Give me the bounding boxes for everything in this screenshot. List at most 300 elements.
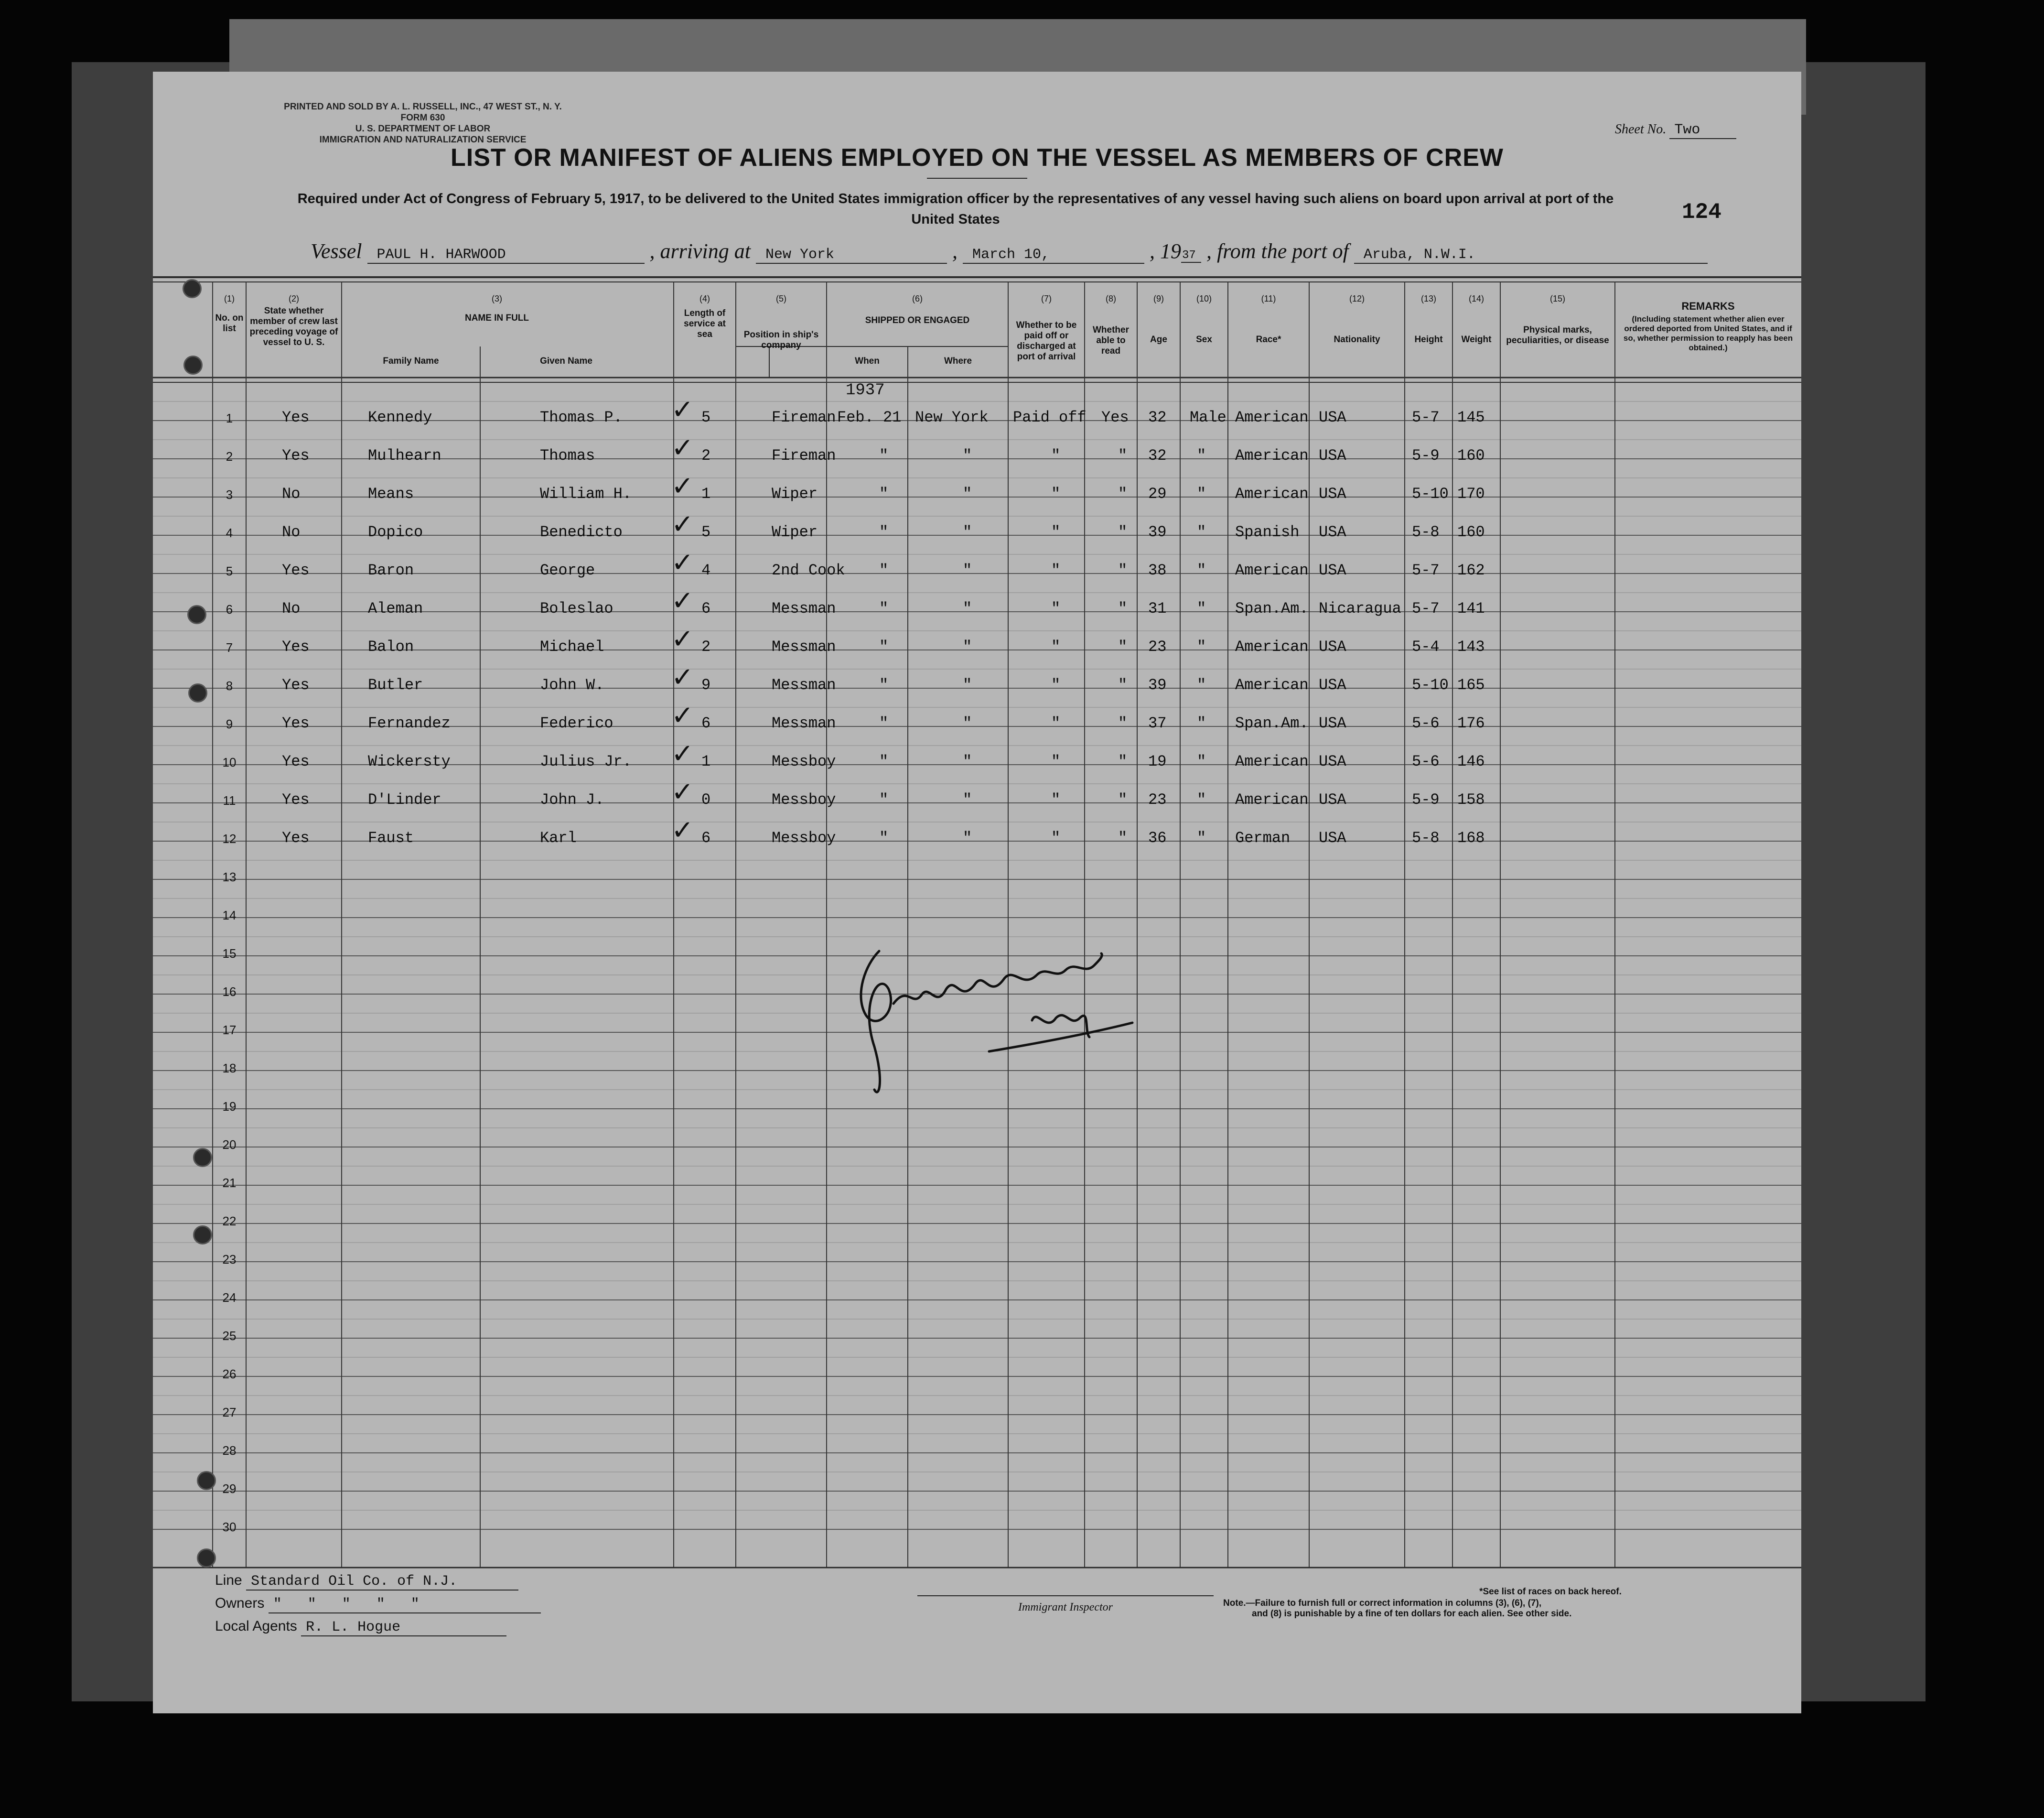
empty-row-number: 25	[222, 1329, 237, 1343]
check-mark: ✓	[671, 433, 694, 464]
cell-able-to-read: "	[1118, 676, 1128, 694]
cell-position: Wiper	[772, 523, 818, 541]
footnote-note-2: and (8) is punishable by a fine of ten dollars for each alien. See other side.	[1252, 1609, 1572, 1619]
punch-hole	[197, 1548, 216, 1568]
cell-able-to-read: "	[1118, 523, 1128, 541]
col-8-number: (8)	[1106, 294, 1116, 303]
cell-last-voyage: Yes	[282, 753, 310, 770]
cell-given-name: Boleslao	[540, 600, 613, 617]
cell-paid-off: "	[1051, 485, 1061, 503]
empty-row-number: 19	[222, 1099, 237, 1114]
cell-height: 5-7	[1412, 600, 1440, 617]
cell-race: American	[1235, 485, 1309, 503]
cell-given-name: George	[540, 562, 595, 579]
cell-family-name: Kennedy	[368, 409, 432, 426]
cell-age: 38	[1148, 562, 1167, 579]
cell-position: Wiper	[772, 485, 818, 503]
col-4-number: (4)	[699, 294, 710, 303]
cell-position: Messman	[772, 638, 836, 656]
cell-height: 5-7	[1412, 562, 1440, 579]
footnote-races: *See list of races on back hereof.	[1479, 1587, 1622, 1597]
row-number: 11	[223, 793, 236, 808]
cell-family-name: Balon	[368, 638, 414, 656]
cell-weight: 176	[1457, 714, 1485, 732]
check-mark: ✓	[671, 624, 694, 655]
col-15-header: Physical marks, peculiarities, or disease	[1506, 325, 1609, 346]
cell-family-name: Dopico	[368, 523, 423, 541]
col-9-header: Age	[1150, 335, 1167, 345]
col-15-number: (15)	[1549, 294, 1565, 303]
check-mark: ✓	[671, 547, 694, 578]
cell-weight: 168	[1457, 829, 1485, 847]
punch-hole	[193, 1148, 212, 1167]
cell-nationality: USA	[1319, 447, 1346, 465]
cell-race: Span.Am.	[1235, 600, 1309, 617]
cell-last-voyage: Yes	[282, 409, 310, 426]
cell-service: 1	[701, 485, 711, 503]
cell-position: Messboy	[772, 791, 836, 809]
cell-nationality: USA	[1319, 753, 1346, 770]
printer-line-3: U. S. DEPARTMENT OF LABOR	[355, 124, 491, 134]
cell-race: American	[1235, 676, 1309, 694]
empty-row-number: 28	[222, 1443, 237, 1458]
empty-row-number: 24	[222, 1290, 237, 1305]
empty-row-number: 22	[222, 1214, 237, 1228]
empty-row-number: 18	[222, 1061, 237, 1075]
page-number: 124	[1682, 200, 1721, 225]
col-1-number: (1)	[224, 294, 235, 303]
row-number: 7	[226, 640, 233, 655]
cell-shipped-when: "	[879, 714, 889, 732]
col-12-number: (12)	[1349, 294, 1365, 303]
row-number: 9	[226, 717, 233, 731]
row-number: 1	[226, 411, 233, 425]
cell-shipped-when: "	[879, 600, 889, 617]
cell-sex: "	[1197, 523, 1206, 541]
cell-position: Fireman	[772, 409, 836, 426]
inspector-line	[917, 1595, 1214, 1596]
cell-height: 5-6	[1412, 714, 1440, 732]
cell-shipped-when: "	[879, 638, 889, 656]
footer-line-label: Line	[215, 1572, 242, 1588]
page-title: LIST OR MANIFEST OF ALIENS EMPLOYED ON THE VESSEL AS MEMBERS OF CREW	[451, 144, 1504, 172]
cell-sex: Male	[1190, 409, 1226, 426]
cell-weight: 141	[1457, 600, 1485, 617]
inspector-signature	[846, 937, 1151, 1137]
cell-given-name: John J.	[540, 791, 604, 809]
cell-service: 1	[701, 753, 711, 770]
row-number: 5	[226, 564, 233, 578]
col-5-number: (5)	[776, 294, 786, 303]
cell-given-name: Federico	[540, 714, 613, 732]
empty-row-number: 30	[222, 1520, 237, 1534]
cell-given-name: Benedicto	[540, 523, 623, 541]
cell-family-name: Fernandez	[368, 714, 451, 732]
col-3-given-header: Given Name	[540, 356, 592, 366]
cell-family-name: Mulhearn	[368, 447, 441, 465]
cell-shipped-when: "	[879, 562, 889, 579]
cell-service: 6	[701, 714, 711, 732]
col-7-number: (7)	[1041, 294, 1052, 303]
cell-weight: 165	[1457, 676, 1485, 694]
cell-age: 32	[1148, 447, 1167, 465]
row-number: 3	[226, 487, 233, 502]
col-10-number: (10)	[1196, 294, 1212, 303]
col-1-header: No. on list	[215, 313, 244, 334]
empty-row-number: 27	[222, 1405, 237, 1419]
shipped-year: 1937	[846, 381, 885, 400]
punch-hole	[197, 1471, 216, 1490]
cell-shipped-where: "	[963, 523, 972, 541]
footer-agents-label: Local Agents	[215, 1618, 297, 1634]
cell-paid-off: "	[1051, 753, 1061, 770]
cell-position: Messboy	[772, 753, 836, 770]
cell-age: 39	[1148, 676, 1167, 694]
cell-position: Messboy	[772, 829, 836, 847]
check-mark: ✓	[671, 777, 694, 808]
empty-row-number: 29	[222, 1482, 237, 1496]
cell-nationality: USA	[1319, 829, 1346, 847]
cell-weight: 160	[1457, 523, 1485, 541]
cell-given-name: John W.	[540, 676, 604, 694]
cell-age: 36	[1148, 829, 1167, 847]
cell-nationality: USA	[1319, 676, 1346, 694]
cell-last-voyage: Yes	[282, 562, 310, 579]
cell-last-voyage: Yes	[282, 638, 310, 656]
cell-paid-off: "	[1051, 523, 1061, 541]
punch-hole	[193, 1225, 212, 1244]
cell-shipped-where: "	[963, 753, 972, 770]
cell-weight: 162	[1457, 562, 1485, 579]
cell-shipped-when: "	[879, 485, 889, 503]
cell-height: 5-6	[1412, 753, 1440, 770]
cell-paid-off: "	[1051, 676, 1061, 694]
cell-last-voyage: No	[282, 600, 301, 617]
cell-nationality: USA	[1319, 714, 1346, 732]
check-mark: ✓	[671, 471, 694, 502]
cell-service: 6	[701, 600, 711, 617]
vessel-label: Vessel	[311, 239, 362, 263]
footer-owners-value: " " " " "	[269, 1596, 541, 1613]
cell-sex: "	[1197, 753, 1206, 770]
cell-shipped-where: "	[963, 676, 972, 694]
cell-sex: "	[1197, 600, 1206, 617]
col-13-header: Height	[1414, 335, 1443, 345]
empty-row-number: 13	[222, 870, 237, 884]
cell-shipped-when: Feb. 21	[837, 409, 902, 426]
cell-able-to-read: "	[1118, 562, 1128, 579]
cell-weight: 146	[1457, 753, 1485, 770]
cell-position: Messman	[772, 676, 836, 694]
from-label: , from the port of	[1206, 239, 1349, 263]
cell-race: Spanish	[1235, 523, 1300, 541]
cell-age: 29	[1148, 485, 1167, 503]
printer-line-1: PRINTED AND SOLD BY A. L. RUSSELL, INC., 47 WEST ST., N. Y.	[284, 102, 562, 112]
footnote-note-1: Note.—Failure to furnish full or correct information in columns (3), (6), (7),	[1223, 1598, 1542, 1608]
cell-nationality: USA	[1319, 638, 1346, 656]
cell-height: 5-10	[1412, 485, 1449, 503]
cell-shipped-where: "	[963, 829, 972, 847]
cell-able-to-read: "	[1118, 753, 1128, 770]
cell-family-name: Faust	[368, 829, 414, 847]
cell-race: American	[1235, 447, 1309, 465]
manifest-sheet	[153, 72, 1801, 1713]
cell-sex: "	[1197, 829, 1206, 847]
cell-shipped-where: New York	[915, 409, 989, 426]
cell-able-to-read: "	[1118, 447, 1128, 465]
cell-last-voyage: Yes	[282, 829, 310, 847]
cell-sex: "	[1197, 714, 1206, 732]
cell-paid-off: "	[1051, 829, 1061, 847]
cell-race: American	[1235, 409, 1309, 426]
cell-shipped-when: "	[879, 791, 889, 809]
cell-last-voyage: Yes	[282, 714, 310, 732]
empty-row-number: 15	[222, 946, 237, 961]
cell-nationality: USA	[1319, 562, 1346, 579]
cell-nationality: Nicaragua	[1319, 600, 1401, 617]
cell-given-name: Julius Jr.	[540, 753, 632, 770]
empty-row-number: 23	[222, 1252, 237, 1266]
cell-race: American	[1235, 638, 1309, 656]
cell-position: Messman	[772, 714, 836, 732]
year-label: , 19	[1149, 239, 1181, 263]
cell-given-name: Michael	[540, 638, 604, 656]
cell-given-name: Thomas	[540, 447, 595, 465]
cell-age: 23	[1148, 638, 1167, 656]
arrival-year: 37	[1181, 249, 1201, 263]
cell-paid-off: Paid off	[1013, 409, 1087, 426]
check-mark: ✓	[671, 700, 694, 731]
col-3-family-header: Family Name	[383, 356, 439, 366]
cell-family-name: Aleman	[368, 600, 423, 617]
cell-height: 5-4	[1412, 638, 1440, 656]
cell-paid-off: "	[1051, 638, 1061, 656]
cell-height: 5-8	[1412, 829, 1440, 847]
cell-paid-off: "	[1051, 447, 1061, 465]
cell-nationality: USA	[1319, 523, 1346, 541]
cell-race: German	[1235, 829, 1291, 847]
cell-able-to-read: "	[1118, 714, 1128, 732]
cell-age: 31	[1148, 600, 1167, 617]
cell-weight: 160	[1457, 447, 1485, 465]
col-6-number: (6)	[912, 294, 923, 303]
cell-nationality: USA	[1319, 485, 1346, 503]
cell-sex: "	[1197, 562, 1206, 579]
cell-sex: "	[1197, 791, 1206, 809]
inspector-label: Immigrant Inspector	[1018, 1601, 1113, 1613]
sheet-number-label: Sheet No.	[1615, 122, 1667, 137]
col-11-number: (11)	[1261, 294, 1276, 303]
from-port: Aruba, N.W.I.	[1354, 247, 1708, 264]
col-7-header: Whether to be paid off or discharged at port of arrival	[1016, 320, 1077, 362]
printer-line-4: IMMIGRATION AND NATURALIZATION SERVICE	[319, 135, 527, 145]
cell-service: 4	[701, 562, 711, 579]
col-11-header: Race*	[1256, 335, 1281, 345]
cell-last-voyage: No	[282, 523, 301, 541]
cell-able-to-read: "	[1118, 791, 1128, 809]
col-8-header: Whether able to read	[1093, 325, 1129, 356]
empty-row-number: 20	[222, 1137, 237, 1152]
row-number: 8	[226, 679, 233, 693]
arriving-port: New York	[756, 247, 947, 264]
cell-service: 0	[701, 791, 711, 809]
cell-given-name: Thomas P.	[540, 409, 623, 426]
col-6-where-header: Where	[944, 356, 972, 366]
cell-shipped-where: "	[963, 714, 972, 732]
page-subtitle: Required under Act of Congress of February 5, 1917, to be delivered to the United States immigration officer by the representatives of any vessel having such aliens on board upon arrival at port of the United States	[297, 191, 1614, 227]
check-mark: ✓	[671, 585, 694, 617]
arriving-label: , arriving at	[649, 239, 751, 263]
date-sep: ,	[952, 239, 957, 263]
footer-line	[215, 1572, 518, 1591]
cell-height: 5-8	[1412, 523, 1440, 541]
cell-nationality: USA	[1319, 791, 1346, 809]
cell-weight: 158	[1457, 791, 1485, 809]
cell-sex: "	[1197, 676, 1206, 694]
cell-shipped-when: "	[879, 676, 889, 694]
cell-sex: "	[1197, 447, 1206, 465]
cell-service: 2	[701, 638, 711, 656]
col-12-header: Nationality	[1334, 335, 1380, 345]
arrival-date: March 10,	[963, 247, 1144, 264]
footer-owners-label: Owners	[215, 1595, 265, 1611]
cell-shipped-where: "	[963, 600, 972, 617]
cell-sex: "	[1197, 485, 1206, 503]
cell-height: 5-10	[1412, 676, 1449, 694]
printer-line-2: FORM 630	[400, 113, 445, 123]
cell-service: 6	[701, 829, 711, 847]
vessel-name: PAUL H. HARWOOD	[367, 247, 645, 264]
cell-position: Messman	[772, 600, 836, 617]
cell-service: 9	[701, 676, 711, 694]
cell-race: American	[1235, 753, 1309, 770]
cell-paid-off: "	[1051, 791, 1061, 809]
col-2-number: (2)	[289, 294, 299, 303]
cell-last-voyage: Yes	[282, 447, 310, 465]
col-14-number: (14)	[1468, 294, 1484, 303]
cell-service: 5	[701, 409, 711, 426]
cell-sex: "	[1197, 638, 1206, 656]
footer-agents	[215, 1618, 506, 1636]
footer-owners	[215, 1595, 541, 1613]
cell-last-voyage: Yes	[282, 791, 310, 809]
punch-hole	[183, 279, 202, 298]
cell-position: 2nd Cook	[772, 562, 845, 579]
cell-position: Fireman	[772, 447, 836, 465]
cell-able-to-read: "	[1118, 485, 1128, 503]
cell-family-name: Baron	[368, 562, 414, 579]
cell-weight: 170	[1457, 485, 1485, 503]
check-mark: ✓	[671, 394, 694, 425]
cell-family-name: D'Linder	[368, 791, 441, 809]
cell-family-name: Means	[368, 485, 414, 503]
row-number: 10	[222, 755, 237, 769]
cell-shipped-when: "	[879, 829, 889, 847]
cell-able-to-read: Yes	[1101, 409, 1129, 426]
check-mark: ✓	[671, 509, 694, 540]
cell-able-to-read: "	[1118, 600, 1128, 617]
cell-height: 5-9	[1412, 447, 1440, 465]
punch-hole	[188, 683, 207, 703]
col-3-header: NAME IN FULL	[464, 313, 529, 323]
cell-service: 5	[701, 523, 711, 541]
cell-shipped-where: "	[963, 562, 972, 579]
cell-race: American	[1235, 791, 1309, 809]
punch-hole	[187, 605, 206, 624]
cell-age: 39	[1148, 523, 1167, 541]
cell-service: 2	[701, 447, 711, 465]
empty-row-number: 17	[222, 1023, 237, 1037]
cell-age: 32	[1148, 409, 1167, 426]
cell-shipped-where: "	[963, 485, 972, 503]
empty-row-number: 16	[222, 985, 237, 999]
cell-family-name: Wickersty	[368, 753, 451, 770]
col-6-when-header: When	[855, 356, 880, 366]
check-mark: ✓	[671, 662, 694, 693]
cell-weight: 143	[1457, 638, 1485, 656]
cell-shipped-where: "	[963, 638, 972, 656]
row-number: 6	[226, 602, 233, 617]
footer-agents-value: R. L. Hogue	[301, 1619, 506, 1636]
col-3-number: (3)	[492, 294, 502, 303]
cell-given-name: William H.	[540, 485, 632, 503]
empty-row-number: 14	[222, 908, 237, 922]
col-9-number: (9)	[1153, 294, 1164, 303]
col-13-number: (13)	[1420, 294, 1436, 303]
col-6-header: SHIPPED OR ENGAGED	[865, 315, 970, 325]
row-number: 2	[226, 449, 233, 464]
cell-age: 19	[1148, 753, 1167, 770]
check-mark: ✓	[671, 738, 694, 769]
cell-race: American	[1235, 562, 1309, 579]
cell-paid-off: "	[1051, 600, 1061, 617]
col-5-header: Position in ship's company	[743, 330, 819, 350]
punch-hole	[183, 356, 203, 375]
cell-shipped-when: "	[879, 753, 889, 770]
col-14-header: Weight	[1461, 335, 1492, 345]
check-mark: ✓	[671, 815, 694, 846]
cell-height: 5-7	[1412, 409, 1440, 426]
cell-last-voyage: Yes	[282, 676, 310, 694]
col-4-header: Length of service at sea	[684, 308, 726, 339]
col-16-header: REMARKS	[1681, 300, 1735, 312]
cell-able-to-read: "	[1118, 638, 1128, 656]
cell-weight: 145	[1457, 409, 1485, 426]
cell-paid-off: "	[1051, 562, 1061, 579]
sheet-number-value: Two	[1669, 122, 1736, 139]
cell-family-name: Butler	[368, 676, 423, 694]
cell-shipped-where: "	[963, 447, 972, 465]
cell-shipped-when: "	[879, 523, 889, 541]
col-10-header: Sex	[1196, 335, 1212, 345]
cell-shipped-where: "	[963, 791, 972, 809]
row-number: 4	[226, 526, 233, 540]
cell-given-name: Karl	[540, 829, 577, 847]
col-2-header: State whether member of crew last preceding voyage of vessel to U. S.	[249, 306, 338, 347]
cell-height: 5-9	[1412, 791, 1440, 809]
cell-paid-off: "	[1051, 714, 1061, 732]
cell-shipped-when: "	[879, 447, 889, 465]
col-16-subheader: (Including statement whether alien ever ordered deported from United States, and if so, whether permission to reapply has been obtained.)	[1623, 314, 1793, 352]
footer-line-value: Standard Oil Co. of N.J.	[246, 1573, 518, 1591]
row-number: 12	[222, 832, 237, 846]
empty-row-number: 21	[222, 1176, 237, 1190]
cell-nationality: USA	[1319, 409, 1346, 426]
cell-race: Span.Am.	[1235, 714, 1309, 732]
cell-last-voyage: No	[282, 485, 301, 503]
empty-row-number: 26	[222, 1367, 237, 1381]
cell-age: 37	[1148, 714, 1167, 732]
